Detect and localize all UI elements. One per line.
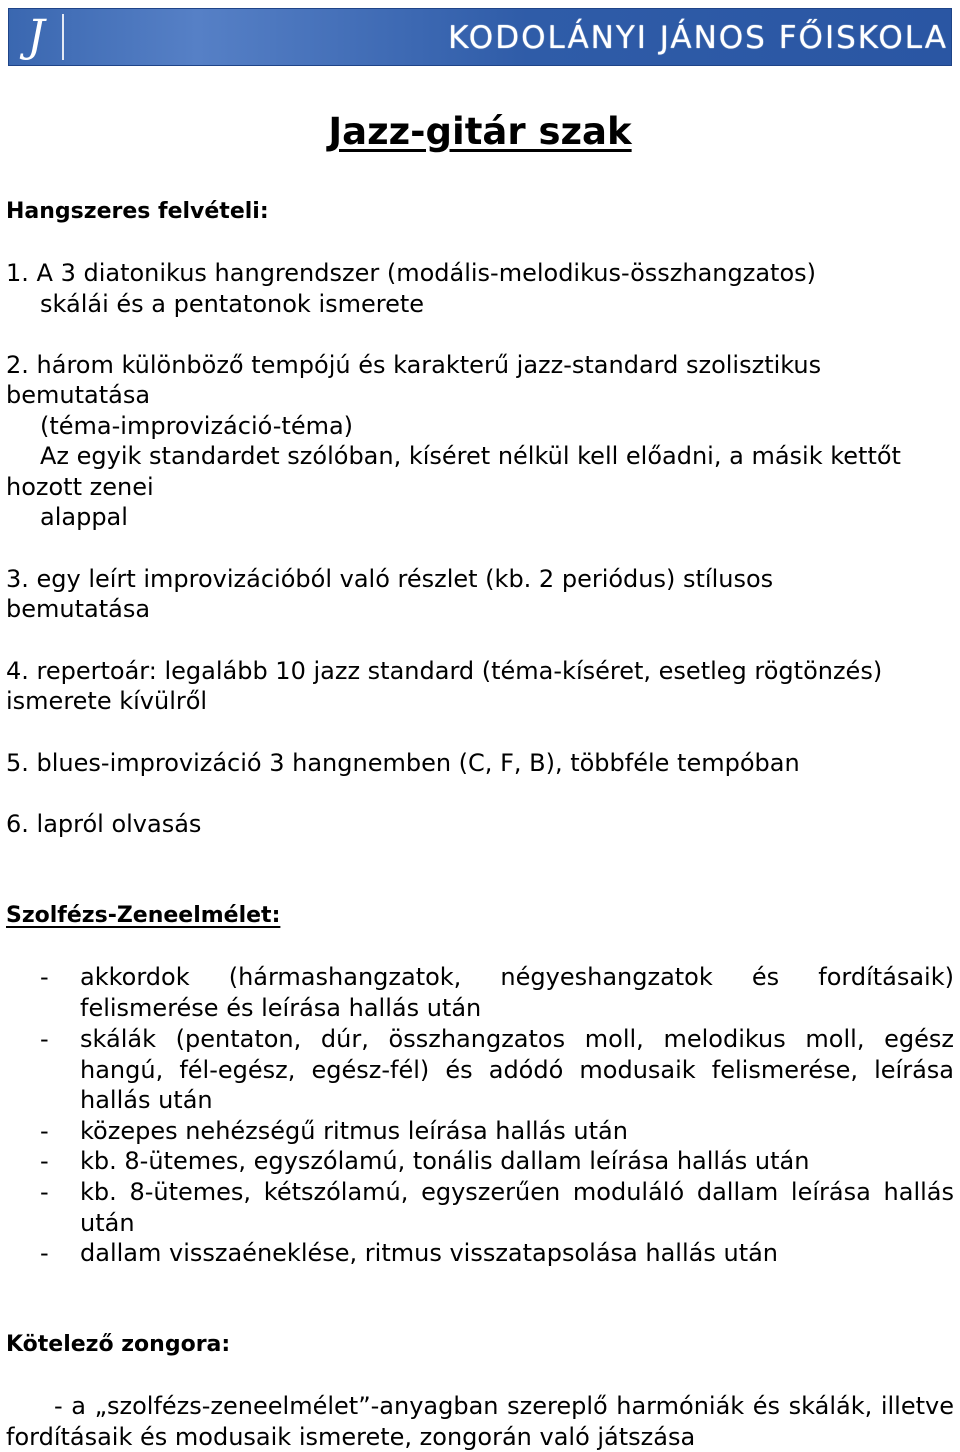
college-logo: J (27, 11, 45, 62)
list-item-6-line-1: 6. lapról olvasás (6, 810, 202, 838)
bullet-dash: - (40, 1239, 49, 1267)
solfege-item-1: akkordok (hármashangzatok, négyeshangzatok és fordításaik) felismerése és leírása hallás után (80, 963, 954, 1022)
bullet-dash: - (40, 1147, 49, 1175)
list-item-2-line-4: Az egyik standardet szólóban, kíséret nélkül kell előadni, a másik kettőt (40, 442, 901, 470)
list-item-2-line-6: alappal (40, 503, 128, 531)
list-item-1-line-2: skálái és a pentatonok ismerete (40, 290, 425, 318)
list-item-4-line-2: ismerete kívülről (6, 687, 208, 715)
solfege-item-6: dallam visszaéneklése, ritmus visszatapsolása hallás után (80, 1239, 779, 1267)
list-item-2-line-3: (téma-improvizáció-téma) (40, 412, 354, 440)
solfege-item-3: közepes nehézségű ritmus leírása hallás után (80, 1117, 628, 1145)
bullet-dash: - (40, 1178, 49, 1206)
solfege-item-5: kb. 8-ütemes, kétszólamú, egyszerűen moduláló dallam leírása hallás után (80, 1178, 954, 1237)
school-name: KODOLÁNYI JÁNOS FŐISKOLA (448, 20, 948, 56)
instrument-heading: Hangszeres felvételi: (6, 199, 269, 224)
list-item-3-line-1: 3. egy leírt improvizációból való részlet (kb. 2 periódus) stílusos (6, 565, 774, 593)
piano-heading: Kötelező zongora: (6, 1332, 231, 1357)
header-banner (8, 8, 952, 66)
list-item-2-line-1: 2. három különböző tempójú és karakterű jazz-standard szolisztikus (6, 351, 822, 379)
solfege-item-4: kb. 8-ütemes, egyszólamú, tonális dallam leírása hallás után (80, 1147, 810, 1175)
list-item-1-line-1: 1. A 3 diatonikus hangrendszer (modális-melodikus-összhangzatos) (6, 259, 816, 287)
bullet-dash: - (40, 1025, 49, 1053)
list-item-5-line-1: 5. blues-improvizáció 3 hangnemben (C, F, B), többféle tempóban (6, 749, 800, 777)
list-item-2-line-5: hozott zenei (6, 473, 154, 501)
bullet-dash: - (40, 1117, 49, 1145)
list-item-4-line-1: 4. repertoár: legalább 10 jazz standard (téma-kíséret, esetleg rögtönzés) (6, 657, 883, 685)
list-item-2-line-2: bemutatása (6, 381, 151, 409)
piano-paragraph: - a „szolfézs-zeneelmélet”-anyagban szereplő harmóniák és skálák, illetve fordításaik és modusaik ismerete, zongorán való játszása (6, 1392, 954, 1451)
bullet-dash: - (40, 963, 49, 991)
page-title: Jazz-gitár szak (328, 110, 632, 153)
solfege-heading: Szolfézs-Zeneelmélet: (6, 903, 281, 928)
solfege-item-2: skálák (pentaton, dúr, összhangzatos moll, melodikus moll, egész hangú, fél-egész, egész-fél) és adódó modusaik felismerése, leírása hallás után (80, 1025, 954, 1114)
logo-divider (62, 14, 64, 60)
list-item-3-line-2: bemutatása (6, 595, 151, 623)
